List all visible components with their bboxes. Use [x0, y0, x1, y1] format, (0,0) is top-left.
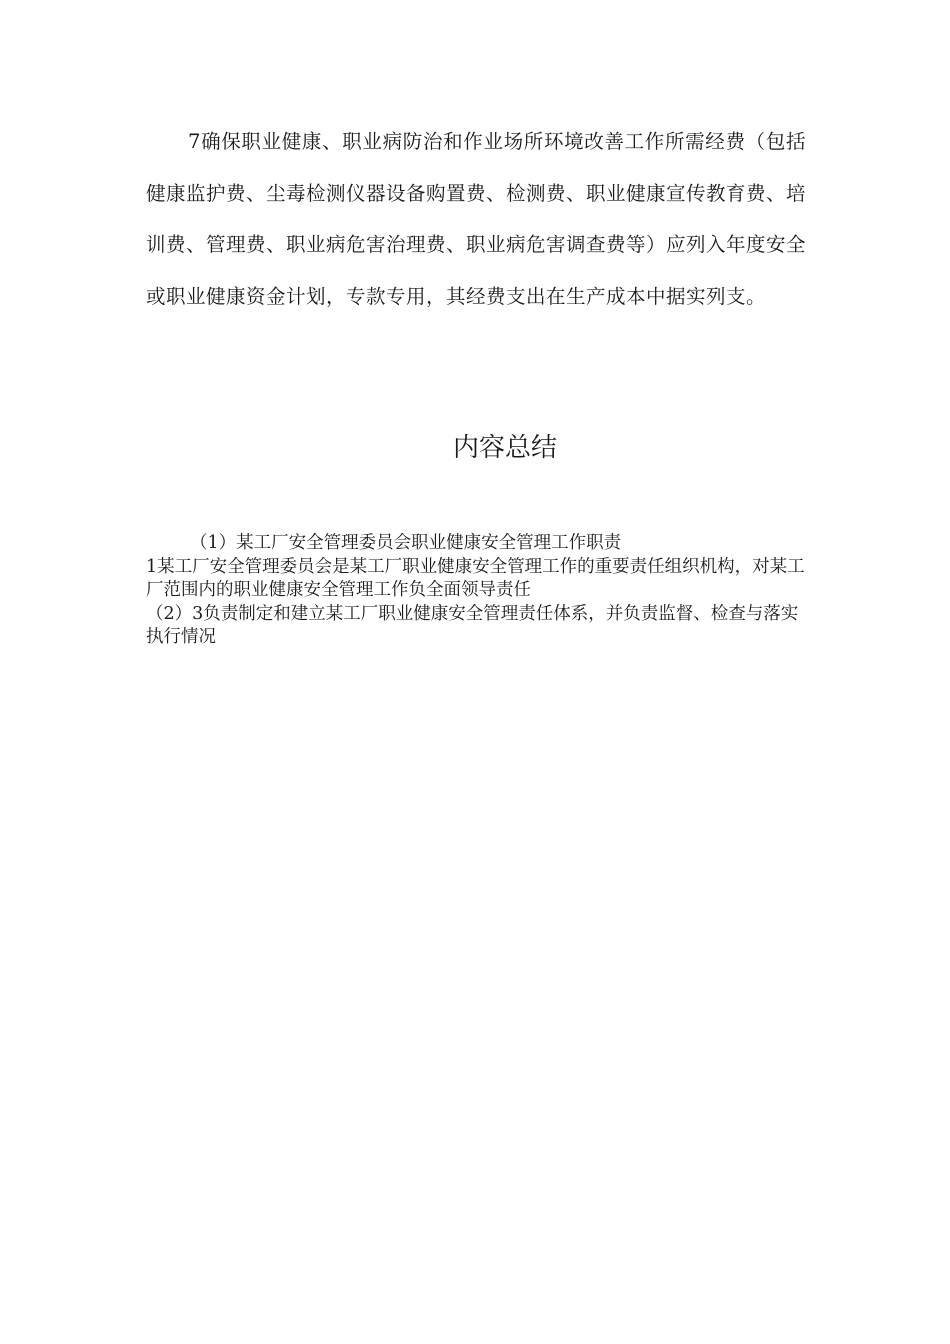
summary-section	[146, 532, 814, 650]
summary-line: 1某工厂安全管理委员会是某工厂职业健康安全管理工作的重要责任组织机构，对某工厂范围内的职业健康安全管理工作负全面领导责任	[146, 556, 805, 600]
summary-line: （1）某工厂安全管理委员会职业健康安全管理工作职责	[190, 533, 622, 553]
body-paragraph: 7确保职业健康、职业病防治和作业场所环境改善工作所需经费（包括健康监护费、尘毒检测仪器设备购置费、检测费、职业健康宣传教育费、培训费、管理费、职业病危害治理费、职业病危害调查费等）应列入年度安全或职业健康资金计划，专款专用，其经费支出在生产成本中据实列支。	[146, 130, 807, 308]
summary-line: （2）3负责制定和建立某工厂职业健康安全管理责任体系，并负责监督、检查与落实执行情况	[146, 603, 799, 647]
summary-heading: 内容总结	[452, 433, 557, 463]
